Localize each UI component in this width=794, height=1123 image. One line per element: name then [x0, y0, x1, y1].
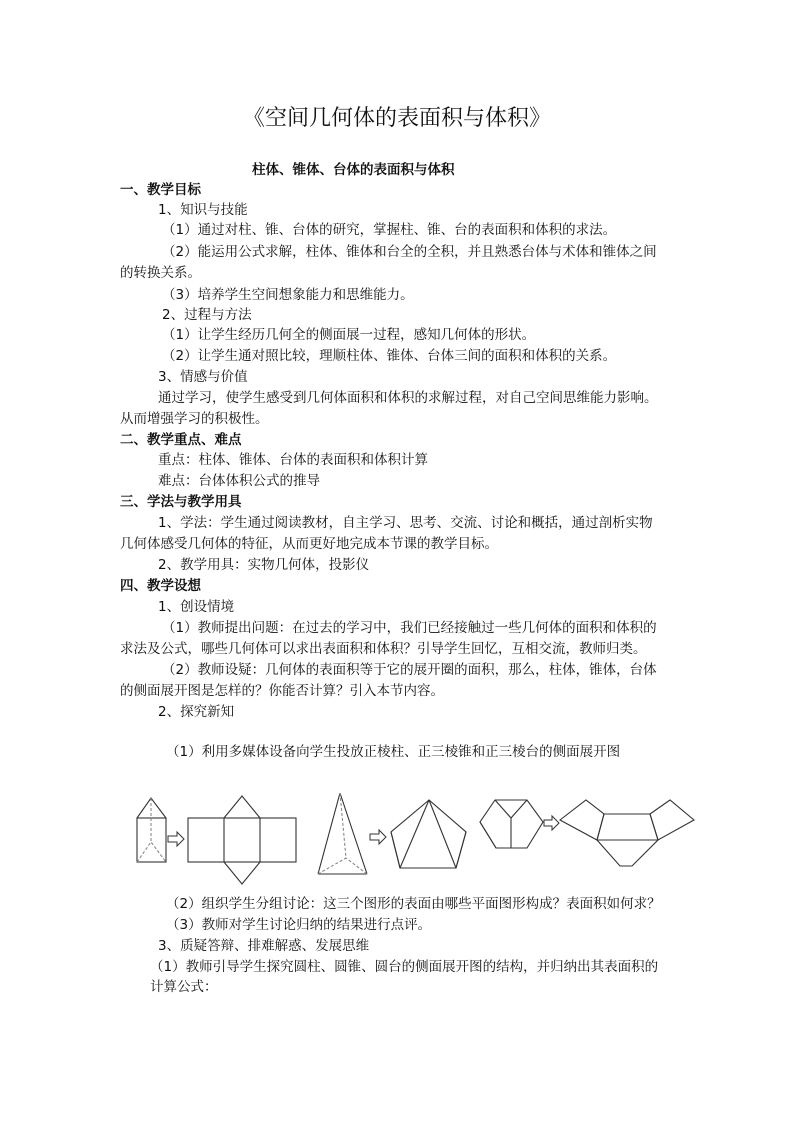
paragraph-line: （1）通过对柱、锥、台体的研究，掌握柱、锥、台的表面积和体积的求法。 [162, 222, 617, 238]
paragraph-line: 1、学法：学生通过阅读教材，自主学习、思考、交流、讨论和概括，通过剖析实物 [158, 515, 653, 531]
heading-teaching-design: 四、教学设想 [120, 578, 201, 594]
paragraph-line: 几何体感受几何体的特征，从而更好地完成本节课的教学目标。 [120, 536, 498, 552]
subheading-create-scenario: 1、创设情境 [158, 599, 235, 615]
arrow-icon [544, 816, 559, 830]
heading-teaching-goals: 一、教学目标 [120, 182, 201, 198]
subheading-process-methods: 2、过程与方法 [162, 307, 252, 323]
paragraph-line: 2、教学用具：实物几何体，投影仪 [158, 557, 370, 573]
frustum-net-figure [560, 800, 694, 866]
paragraph-line: （1）教师引导学生探究圆柱、圆锥、圆台的侧面展开图的结构，并归纳出其表面积的 [150, 959, 659, 975]
paragraph-line: 的侧面展开图是怎样的？你能否计算？引入本节内容。 [120, 683, 444, 699]
arrow-icon [168, 832, 184, 846]
paragraph-line: （2）能运用公式求解，柱体、锥体和台全的全积，并且熟悉台体与术体和锥体之间 [162, 244, 657, 260]
paragraph-line: （3）教师对学生讨论归纳的结果进行点评。 [166, 917, 432, 933]
paragraph-line: 难点：台体体积公式的推导 [158, 473, 320, 489]
arrow-icon [370, 830, 386, 844]
paragraph-line: 求法及公式，哪些几何体可以求出表面积和体积？引导学生回忆，互相交流，教师归类。 [120, 641, 647, 657]
paragraph-line: （2）组织学生分组讨论：这三个图形的表面由哪些平面图形构成？表面积如何求？ [166, 896, 661, 912]
subheading-explore-new: 2、探究新知 [158, 704, 235, 720]
paragraph-line: （1）利用多媒体设备向学生投放正棱柱、正三棱锥和正三棱台的侧面展开图 [166, 744, 621, 760]
paragraph-line: 计算公式： [150, 979, 218, 995]
prism-figure [137, 798, 166, 862]
pyramid-figure [318, 793, 367, 874]
paragraph-line: （3）培养学生空间想象能力和思维能力。 [162, 287, 414, 303]
prism-net-figure [188, 796, 296, 884]
frustum-figure [480, 800, 543, 848]
document-title: 《空间几何体的表面积与体积》 [242, 106, 551, 131]
heading-key-points: 二、教学重点、难点 [120, 432, 242, 448]
paragraph-line: 从而增强学习的积极性。 [120, 411, 269, 427]
paragraph-line: 的转换关系。 [120, 265, 201, 281]
section-subtitle: 柱体、锥体、台体的表面积与体积 [252, 162, 455, 178]
paragraph-line: （2）教师设疑：几何体的表面积等于它的展开圈的面积，那么，柱体，锥体，台体 [162, 662, 657, 678]
paragraph-line: （2）让学生通对照比较，理顺柱体、锥体、台体三间的面积和体积的关系。 [162, 348, 617, 364]
paragraph-line: （1）让学生经历几何全的侧面展一过程，感知几何体的形状。 [162, 327, 536, 343]
subheading-emotion-values: 3、情感与价值 [158, 369, 248, 385]
subheading-qa-discussion: 3、质疑答辩、排难解惑、发展思维 [158, 938, 370, 954]
paragraph-line: 通过学习，使学生感受到几何体面积和体积的求解过程，对自己空间思维能力影响。 [158, 390, 658, 406]
heading-methods-tools: 三、学法与教学用具 [120, 494, 242, 510]
paragraph-line: 重点：柱体、锥体、台体的表面积和体积计算 [158, 452, 428, 468]
paragraph-line: （1）教师提出问题：在过去的学习中，我们已经接触过一些几何体的面积和体积的 [162, 620, 657, 636]
pyramid-net-figure [391, 800, 466, 868]
subheading-knowledge-skills: 1、知识与技能 [158, 202, 248, 218]
